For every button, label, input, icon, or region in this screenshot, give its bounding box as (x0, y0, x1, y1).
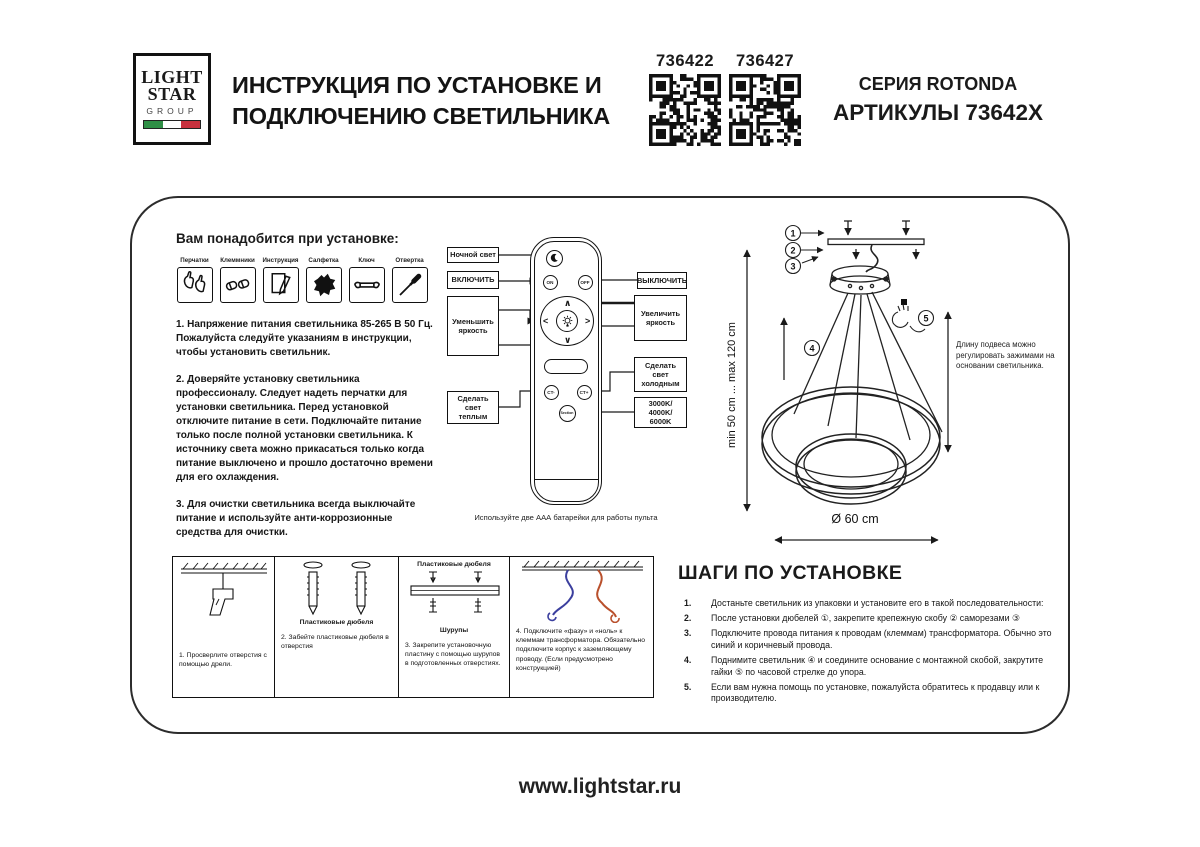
arrow-left-icon: < (543, 316, 549, 326)
height-dimension-label: min 50 cm ... max 120 cm (726, 322, 738, 448)
italian-flag-icon (143, 120, 201, 129)
arrow-right-icon: > (585, 316, 591, 326)
logo-word-group: GROUP (146, 105, 198, 116)
battery-note: Используйте две ААА батарейки для работы пульта (474, 513, 658, 522)
pendant-lamp-diagram (720, 208, 1060, 560)
install-steps-heading: ШАГИ ПО УСТАНОВКЕ (678, 562, 903, 584)
website-url: www.lightstar.ru (518, 775, 682, 798)
mount-caption: 2. Забейте пластиковые дюбеля в отверстия (281, 634, 389, 651)
remote-control (530, 237, 602, 505)
moon-icon (549, 253, 559, 263)
terminals-icon (220, 267, 256, 303)
label-cold-light: Сделать свет холодным (634, 357, 687, 392)
tool-napkin (304, 257, 343, 303)
tool-label: Салфетка (308, 257, 339, 264)
night-light-button (546, 250, 563, 267)
mount-step-3 (398, 557, 509, 697)
callout-1: 1 (790, 228, 796, 239)
tool-label: Инструкция (262, 257, 299, 264)
tools-heading: Вам понадобится при установке: (176, 231, 399, 246)
series-name: СЕРИЯ ROTONDA (858, 74, 1018, 94)
tool-gloves (175, 257, 214, 303)
warning-3: 3. Для очистки светильника всегда выключайте питание и используйте анти-коррозионные средства для очистки. (176, 499, 416, 538)
step-number: 5. (684, 681, 692, 692)
qr-code-icon (729, 74, 801, 146)
label-dim: Уменьшить яркость (447, 296, 499, 356)
callout-2: 2 (790, 245, 796, 256)
ct-minus-button: CT- (544, 385, 559, 400)
logo-word-light: LIGHT (141, 67, 203, 88)
center-light-button (556, 310, 578, 332)
ct-plus-button: CT+ (577, 385, 592, 400)
warning-2: 2. Доверяйте установку светильника профессионалу. Следует надеть перчатки для установки светильника. Перед установкой отключите питание в сети. Подключайте питание только после полной установки светильника. К источнику света можно прикасаться только когда питание выключено и прошло достаточно времени для его охлаждения. (176, 374, 433, 483)
arrow-down-icon: ∨ (564, 335, 572, 345)
install-step (684, 613, 1056, 625)
on-button: ON (543, 275, 558, 290)
install-steps-list (684, 598, 1056, 708)
tool-instruction (261, 257, 300, 303)
tool-label: Ключ (358, 257, 375, 264)
section-button: Section (559, 405, 576, 422)
install-step (684, 598, 1056, 610)
step-text: Если вам нужна помощь по установке, пожалуйста обратитесь к продавцу или к производителю. (711, 681, 1040, 704)
qr-code-number: 736422 (655, 52, 715, 70)
step-text: Достаньте светильник из упаковки и установите его в такой последовательности: (711, 598, 1044, 608)
suspension-adjust-note: Длину подвеса можно регулировать зажимами на основании светильника. (956, 340, 1055, 371)
label-turn-on: ВКЛЮЧИТЬ (447, 271, 499, 289)
page-title-line1: ИНСТРУКЦИЯ ПО УСТАНОВКЕ И (232, 72, 602, 98)
install-step (684, 682, 1056, 705)
wrench-icon (349, 267, 385, 303)
screwdriver-icon (392, 267, 428, 303)
callout-4: 4 (809, 343, 815, 354)
label-brighten: Увеличить яркость (634, 295, 687, 341)
label-kelvin-modes: 3000K/ 4000K/ 6000K (634, 397, 687, 428)
arrow-up-icon: ∧ (564, 298, 572, 308)
logo-word-star: STAR (147, 84, 197, 104)
mount-caption: 4. Подключите «фазу» и «ноль» к клеммам трансформатора. Обязательно подключите корпус к заземляющему проводу. (Если предусмотрено конструкцией) (516, 628, 646, 672)
tool-screwdriver (390, 257, 429, 303)
napkin-icon (306, 267, 342, 303)
step-number: 4. (684, 654, 692, 665)
step-number: 3. (684, 628, 692, 639)
plate-screws-diagram (399, 570, 511, 626)
tool-wrench (347, 257, 386, 303)
qr-block-736422 (648, 52, 722, 146)
series-block (818, 74, 1058, 126)
mount-step-2 (274, 557, 398, 697)
tool-label: Отвертка (395, 257, 424, 264)
label-warm-light: Сделать свет теплым (447, 391, 499, 424)
callout-3: 3 (790, 261, 796, 272)
diameter-dimension-label: Ø 60 cm (831, 512, 879, 526)
dowels-label: Пластиковые дюбеля (299, 619, 374, 626)
mount-caption: 1. Просверлите отверстия с помощью дрели. (179, 652, 267, 669)
mount-step-4 (509, 557, 653, 697)
label-night-light: Ночной свет (447, 247, 499, 263)
step-text: Поднимите светильник ④ и соедините основание с монтажной скобой, закрутите гайки ⑤ по часовой стрелке до упора. (711, 654, 1044, 677)
drill-diagram (173, 557, 274, 645)
neutral-wire (553, 570, 573, 615)
bulb-icon (561, 315, 574, 328)
tool-label: Клеммники (220, 257, 255, 264)
install-step (684, 655, 1056, 678)
tool-label: Перчатки (180, 257, 209, 264)
battery-cover-line (534, 479, 598, 480)
warning-1: 1. Напряжение питания светильника 85-265 В 50 Гц. Пожалуйста следуйте указаниям в инструкции, чтобы установить светильник. (176, 319, 433, 358)
phase-wire (597, 570, 616, 617)
safety-warnings (176, 318, 439, 553)
install-step (684, 628, 1056, 651)
step-text: Подключите провода питания к проводам (клеммам) трансформатора. Обычно это синий и коричневый провода. (711, 628, 1052, 650)
qr-block-736427 (728, 52, 802, 146)
article-numbers: АРТИКУЛЫ 73642X (833, 100, 1043, 125)
page-title-line2: ПОДКЛЮЧЕНИЮ СВЕТИЛЬНИКА (232, 103, 610, 130)
wires-diagram (510, 557, 653, 623)
label-turn-off: ВЫКЛЮЧИТЬ (637, 272, 687, 289)
step-text: После установки дюбелей ①, закрепите крепежную скобу ② саморезами ③ (711, 613, 1020, 624)
off-button: OFF (578, 275, 593, 290)
dowels-label: Пластиковые дюбеля (417, 561, 491, 568)
screws-label: Шурупы (439, 627, 469, 634)
mount-step-1 (173, 557, 274, 697)
instruction-icon (263, 267, 299, 303)
scene-pill-button (544, 359, 588, 374)
tools-row (175, 257, 437, 303)
callout-5: 5 (923, 313, 929, 324)
mount-caption: 3. Закрепите установочную пластину с помощью шурупов в подготовленных отверстиях. (405, 642, 501, 668)
mounting-steps-strip (172, 556, 654, 698)
qr-code-icon (649, 74, 721, 146)
step-number: 1. (684, 598, 692, 608)
lightstar-logo (133, 53, 211, 145)
page-title (232, 70, 642, 132)
gloves-icon (177, 267, 213, 303)
qr-code-number: 736427 (735, 52, 795, 70)
step-number: 2. (684, 613, 692, 624)
tool-terminals (218, 257, 257, 303)
